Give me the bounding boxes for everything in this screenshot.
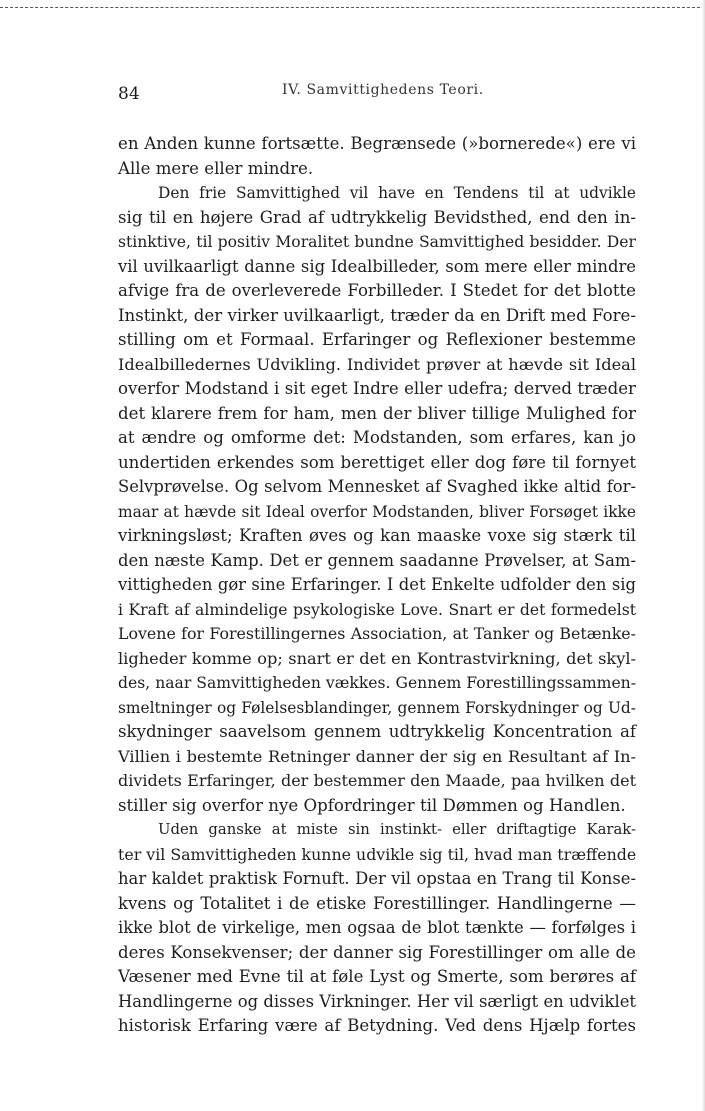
text-line: smeltninger og Følelsesblandinger, gennem Forskydninger og Ud- bbox=[118, 698, 636, 717]
text-line: overfor Modstand i sit eget Indre eller udefra; derved træder bbox=[118, 379, 636, 398]
text-line: maar at hævde sit Ideal overfor Modstanden, bliver Forsøget ikke bbox=[118, 502, 636, 521]
text-line: Selvprøvelse. Og selvom Mennesket af Svaghed ikke altid for- bbox=[118, 477, 636, 496]
text-line: Væsener med Evne til at føle Lyst og Smerte, som berøres af bbox=[118, 967, 636, 986]
text-line: vil uvilkaarligt danne sig Idealbilleder, som mere eller mindre bbox=[118, 256, 636, 276]
text-line: undertiden erkendes som berettiget eller dog føre til fornyet bbox=[118, 452, 636, 472]
text-line: kvens og Totalitet i de etiske Forestillinger. Handlingerne — bbox=[118, 893, 636, 913]
text-line: stiller sig overfor nye Opfordringer til Dømmen og Handlen. bbox=[118, 795, 626, 815]
running-head bbox=[118, 82, 636, 106]
text-line: Idealbilledernes Udvikling. Individet prøver at hævde sit Ideal bbox=[118, 354, 636, 374]
text-line: stilling om et Formaal. Erfaringer og Reflexioner bestemme bbox=[118, 330, 636, 349]
text-line: stinktive, til positiv Moralitet bundne Samvittighed besidder. Der bbox=[118, 233, 636, 251]
running-title: IV. Samvittighedens Teori. bbox=[282, 82, 484, 98]
text-line: virkningsløst; Kraften øves og kan maaske voxe sig stærk til bbox=[118, 526, 636, 545]
text-line: historisk Erfaring være af Betydning. Ved dens Hjælp fortes bbox=[118, 1016, 636, 1035]
text-line: des, naar Samvittigheden vækkes. Gennem Forestillingssammen- bbox=[118, 674, 636, 692]
text-line: ikke blot de virkelige, men ogsaa de blot tænkte — forfølges i bbox=[118, 918, 636, 937]
text-line: Handlingerne og disses Virkninger. Her vil særligt en udviklet bbox=[118, 991, 636, 1011]
text-line: dividets Erfaringer, der bestemmer den Maade, paa hvilken det bbox=[118, 771, 636, 790]
body-text bbox=[118, 132, 636, 1039]
text-line: i Kraft af almindelige psykologiske Love. Snart er det formedelst bbox=[118, 600, 636, 619]
text-line: Den frie Samvittighed vil have en Tendens til at udvikle bbox=[158, 184, 636, 202]
page-number: 84 bbox=[118, 84, 140, 104]
text-line: ter vil Samvittigheden kunne udvikle sig til, hvad man træffende bbox=[118, 844, 637, 864]
text-line: Alle mere eller mindre. bbox=[118, 158, 314, 178]
page-top-edge-rule bbox=[0, 7, 705, 8]
text-line: har kaldet praktisk Fornuft. Der vil opstaa en Trang til Konse- bbox=[118, 869, 636, 888]
text-line: sig til en højere Grad af udtrykkelig Bevidsthed, end den in- bbox=[118, 207, 636, 227]
book-page bbox=[118, 82, 636, 1039]
text-line: afvige fra de overleverede Forbilleder. I Stedet for det blotte bbox=[118, 281, 636, 300]
text-line: en Anden kunne fortsætte. Begrænsede (»bornerede«) ere vi bbox=[118, 134, 636, 153]
text-line: Villien i bestemte Retninger danner der sig en Resultant af In- bbox=[118, 746, 636, 766]
text-line: ligheder komme op; snart er det en Kontrastvirkning, det skyl- bbox=[118, 648, 636, 668]
text-line: at ændre og omforme det: Modstanden, som erfares, kan jo bbox=[118, 428, 636, 447]
text-line: skydninger saavelsom gennem udtrykkelig Koncentration af bbox=[118, 722, 636, 741]
text-line: den næste Kamp. Det er gennem saadanne Prøvelser, at Sam- bbox=[118, 550, 636, 570]
text-line: vittigheden gør sine Erfaringer. I det Enkelte udfolder den sig bbox=[118, 575, 636, 594]
text-line: Uden ganske at miste sin instinkt- eller driftagtige Karak- bbox=[158, 821, 636, 838]
text-line: Lovene for Forestillingernes Association, at Tanker og Betænke- bbox=[118, 624, 636, 643]
text-line: det klarere frem for ham, men der bliver tillige Mulighed for bbox=[118, 403, 636, 423]
text-line: Instinkt, der virker uvilkaarligt, træder da en Drift med Fore- bbox=[118, 305, 636, 325]
text-line: deres Konsekvenser; der danner sig Forestillinger om alle de bbox=[118, 942, 636, 962]
